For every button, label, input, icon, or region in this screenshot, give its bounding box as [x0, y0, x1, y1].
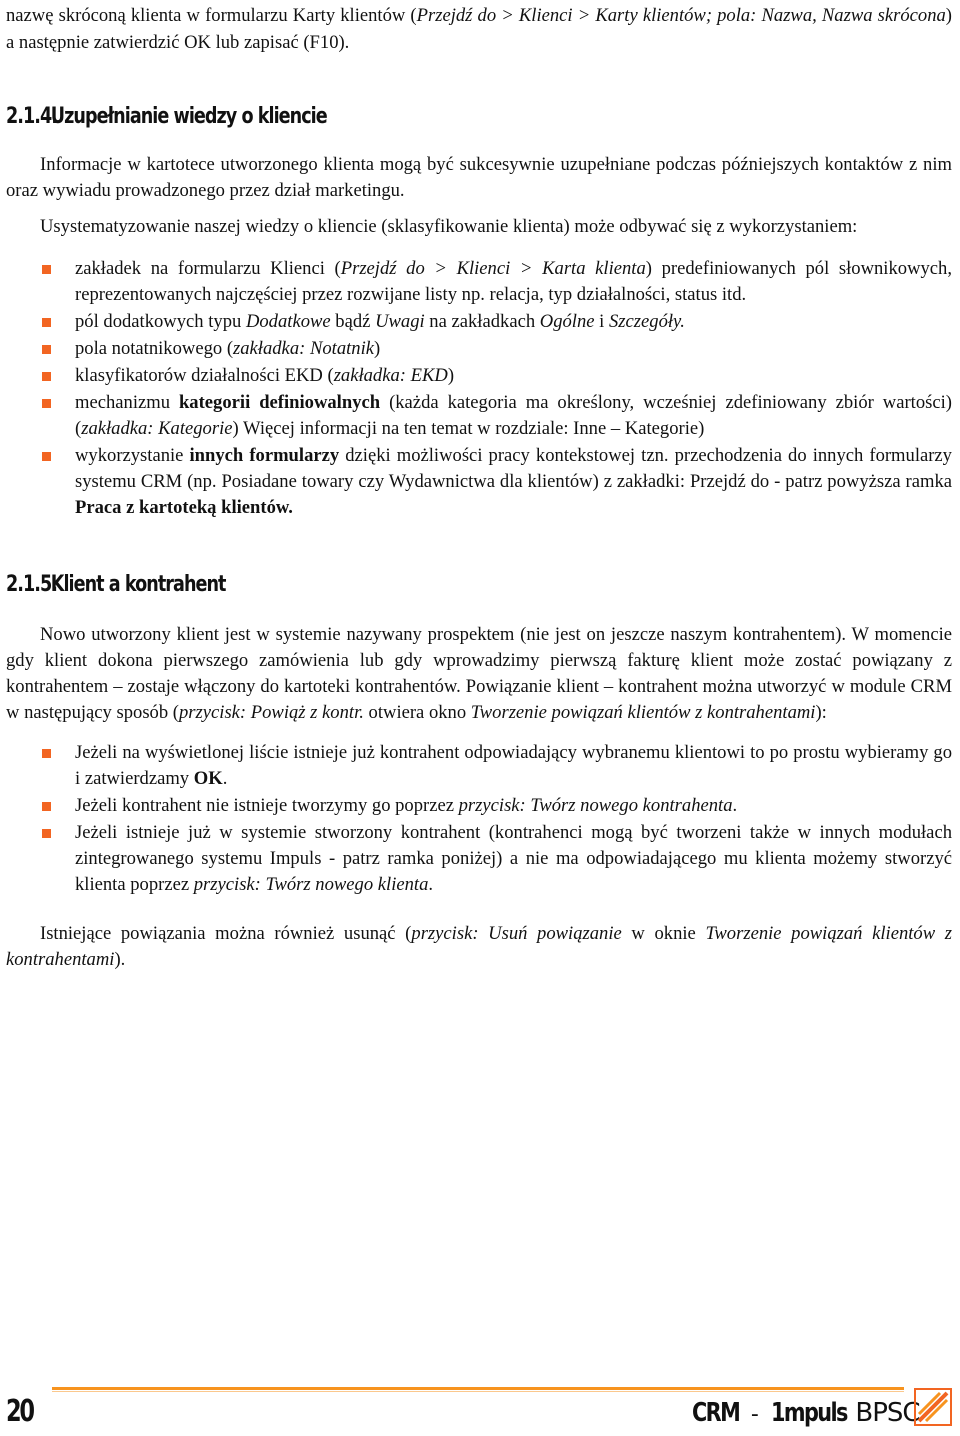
section-heading-2-1-4	[6, 102, 763, 132]
section-title: Klient a kontrahent	[50, 572, 226, 597]
bullet-square-icon	[42, 345, 51, 354]
list-item: wykorzystanie innych formularzy dzięki możliwości pracy kontekstowej tzn. przechodzenia do innych formularzy systemu CRM (np. Posiadane towary czy Wydawnictwa dla klientów) z zakładki: Przejdź do - patrz powyższa ramka Praca z kartoteką klientów.	[6, 443, 952, 521]
section-number: 2.1.5.	[6, 572, 58, 597]
page-number: 20	[6, 1394, 33, 1429]
bullet-square-icon	[42, 829, 51, 838]
section-heading-2-1-5	[6, 570, 763, 600]
footer-divider-shadow	[52, 1391, 904, 1392]
list-item: Jeżeli kontrahent nie istnieje tworzymy go poprzez przycisk: Twórz nowego kontrahenta.	[6, 793, 952, 819]
bullet-square-icon	[42, 749, 51, 758]
bullet-list	[6, 740, 952, 898]
intro-paragraph: nazwę skróconą klienta w formularzu Karty klientów (Przejdź do > Klienci > Karty klientów; pola: Nazwa, Nazwa skrócona) a następnie zatwierdzić OK lub zapisać (F10).	[6, 5, 952, 53]
bullet-square-icon	[42, 452, 51, 461]
footer-divider	[52, 1387, 904, 1390]
list-item: pól dodatkowych typu Dodatkowe bądź Uwagi na zakładkach Ogólne i Szczegóły.	[6, 309, 952, 335]
document-page	[6, 2, 952, 973]
bullet-square-icon	[42, 318, 51, 327]
bullet-square-icon	[42, 802, 51, 811]
bullet-square-icon	[42, 399, 51, 408]
list-item: Jeżeli istnieje już w systemie stworzony kontrahent (kontrahenci mogą być tworzeni także w innych modułach zintegrowanego systemu Impuls - patrz ramka poniżej) a nie ma odpowiadającego mu klienta możemy stworzyć klienta poprzez przycisk: Twórz nowego klienta.	[6, 820, 952, 898]
brand-impuls: 1mpuls	[770, 1398, 847, 1428]
bullet-square-icon	[42, 372, 51, 381]
brand-bpsc: BPSC	[855, 1398, 920, 1428]
bullet-list	[6, 256, 952, 521]
list-item: Jeżeli na wyświetlonej liście istnieje już kontrahent odpowiadający wybranemu klientowi to po prostu wybieramy go i zatwierdzamy OK.	[6, 740, 952, 792]
list-item: pola notatnikowego (zakładka: Notatnik)	[6, 336, 952, 362]
bullet-square-icon	[42, 265, 51, 274]
footer-brand	[692, 1400, 920, 1436]
paragraph: Informacje w kartotece utworzonego klienta mogą być sukcesywnie uzupełniane podczas późniejszych kontaktów z nim oraz wywiadu prowadzonego przez dział marketingu.	[6, 154, 952, 201]
section-number: 2.1.4.	[6, 104, 58, 129]
paragraph: Istniejące powiązania można również usunąć (przycisk: Usuń powiązanie w oknie Tworzenie powiązań klientów z kontrahentami).	[6, 923, 952, 970]
paragraph: Usystematyzowanie naszej wiedzy o kliencie (sklasyfikowanie klienta) może odbywać się z wykorzystaniem:	[40, 216, 858, 237]
section-title: Uzupełnianie wiedzy o kliencie	[50, 104, 327, 129]
impuls-logo-icon	[914, 1388, 952, 1426]
brand-dash: -	[750, 1402, 759, 1427]
list-item: klasyfikatorów działalności EKD (zakładka: EKD)	[6, 363, 952, 389]
brand-crm: CRM	[692, 1398, 740, 1428]
paragraph: Nowo utworzony klient jest w systemie nazywany prospektem (nie jest on jeszcze naszym kontrahentem). W momencie gdy klient dokona pierwszego zamówienia lub gdy wprowadzimy pierwszą fakturę klient może zostać powiązany z kontrahentem – zostaje włączony do kartoteki kontrahentów. Powiązanie klient – kontrahent można utworzyć w module CRM w następujący sposób (przycisk: Powiąż z kontr. otwiera okno Tworzenie powiązań klientów z kontrahentami):	[6, 624, 952, 723]
list-item: zakładek na formularzu Klienci (Przejdź do > Klienci > Karta klienta) predefiniowanych pól słownikowych, reprezentowanych najczęściej przez rozwijane listy np. relacja, typ działalności, status itd.	[6, 256, 952, 308]
list-item: mechanizmu kategorii definiowalnych (każda kategoria ma określony, wcześniej zdefiniowany zbiór wartości) (zakładka: Kategorie) Więcej informacji na ten temat w rozdziale: Inne – Kategorie)	[6, 390, 952, 442]
